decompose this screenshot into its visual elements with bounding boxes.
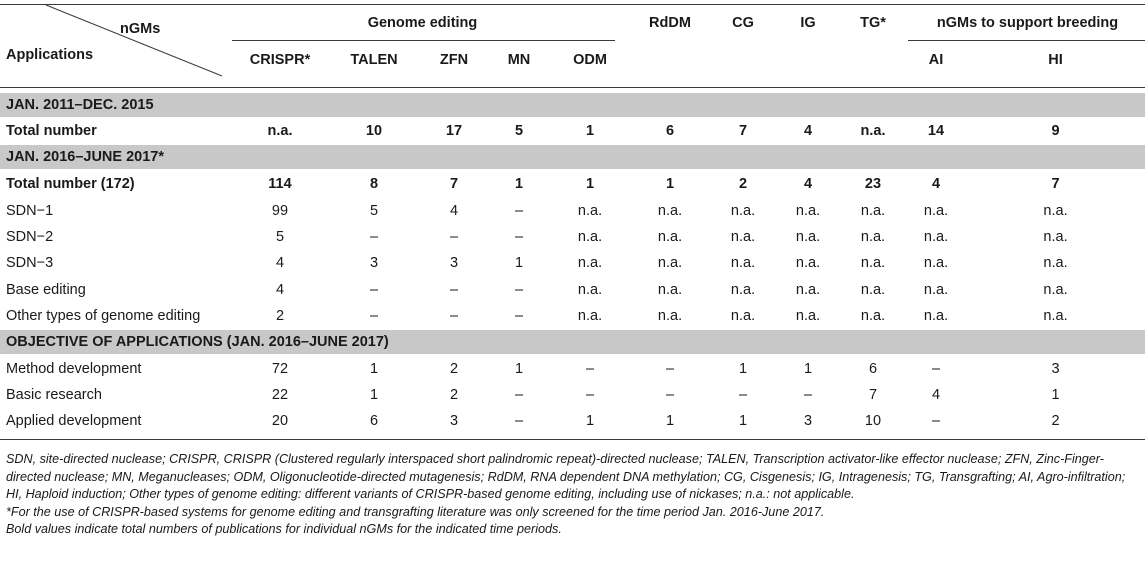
cell-ai: 4	[931, 176, 941, 192]
cell-tg: n.a.	[860, 203, 886, 219]
group-header-genome-editing: Genome editing	[367, 15, 478, 31]
col-header-zfn: ZFN	[439, 52, 469, 68]
cell-ai: n.a.	[923, 255, 949, 271]
cell-cg: 7	[738, 123, 748, 139]
cell-odm: n.a.	[577, 229, 603, 245]
col-header-tg: TG*	[860, 15, 886, 31]
cell-ig: 3	[803, 413, 813, 429]
cell-talen: –	[369, 308, 379, 324]
row-label: Total number	[6, 123, 97, 139]
cell-crispr: 99	[271, 203, 289, 219]
corner-bottom-label: Applications	[6, 47, 94, 63]
cell-cg: n.a.	[730, 282, 756, 298]
cell-cg: 1	[738, 413, 748, 429]
cell-hi: 9	[1051, 123, 1060, 139]
cell-mn: 1	[514, 176, 524, 192]
cell-hi: n.a.	[1043, 203, 1068, 219]
cell-zfn: –	[449, 282, 459, 298]
cell-talen: 3	[369, 255, 379, 271]
col-header-hi: HI	[1048, 52, 1063, 68]
section-title: JAN. 2011–DEC. 2015	[6, 97, 154, 113]
cell-zfn: 2	[449, 387, 459, 403]
cell-odm: n.a.	[577, 308, 603, 324]
cell-odm: 1	[585, 413, 595, 429]
cell-hi: 1	[1051, 387, 1060, 403]
cell-mn: –	[514, 413, 524, 429]
cell-mn: –	[514, 387, 524, 403]
cell-zfn: 7	[449, 176, 459, 192]
cell-crispr: 20	[271, 413, 289, 429]
cell-odm: 1	[585, 123, 595, 139]
cell-ai: –	[931, 361, 941, 377]
group-underline-ngms-breeding	[908, 40, 1145, 41]
cell-talen: –	[369, 229, 379, 245]
row-label: Base editing	[6, 282, 86, 298]
cell-odm: n.a.	[577, 255, 603, 271]
cell-ig: 4	[803, 123, 813, 139]
row-label: Other types of genome editing	[6, 308, 201, 324]
cell-odm: 1	[585, 176, 595, 192]
col-header-rddm: RdDM	[649, 15, 691, 31]
cell-hi: n.a.	[1043, 255, 1068, 271]
cell-rddm: n.a.	[657, 203, 683, 219]
cell-ai: n.a.	[923, 229, 949, 245]
cell-ai: 14	[927, 123, 945, 139]
cell-odm: –	[585, 361, 595, 377]
cell-mn: –	[514, 203, 524, 219]
cell-hi: n.a.	[1043, 282, 1068, 298]
cell-ig: 1	[803, 361, 813, 377]
footnote-asterisk: *For the use of CRISPR-based systems for genome editing and transgrafting literature was only screened for the time period Jan. 2016-June 2017.	[6, 504, 825, 519]
row-label: Method development	[6, 361, 142, 377]
cell-talen: 8	[369, 176, 379, 192]
cell-talen: 10	[365, 123, 383, 139]
cell-cg: –	[738, 387, 748, 403]
col-header-odm: ODM	[573, 52, 607, 68]
cell-crispr: 114	[268, 176, 292, 192]
cell-cg: n.a.	[730, 308, 756, 324]
footnote-abbreviations: SDN, site-directed nuclease; CRISPR, CRISPR (Clustered regularly interspaced short palindromic repeat)-directed nuclease; TALEN, Transcription activator-like effector nuclease; ZFN, Zinc-Finger-directed nuclease; MN, Meganucleases; ODM, Oligonucleotide-directed mutagenesis; RdDM, RNA dependent DNA methylation; CG, Cisgenesis; IG, Intragenesis; TG, Transgrafting; AI, Agro-infiltration; HI, Haploid induction; Other types of genome editing: different variants of CRISPR-based genome editing, including use of nickases; n.a.: not applicable.	[6, 452, 1126, 501]
cell-zfn: 4	[449, 203, 459, 219]
cell-crispr: 2	[275, 308, 285, 324]
corner-diagonal	[0, 0, 230, 80]
row-label: SDN−1	[6, 203, 54, 219]
cell-odm: –	[585, 387, 595, 403]
cell-odm: n.a.	[577, 282, 603, 298]
cell-crispr: n.a.	[267, 123, 293, 139]
cell-crispr: 4	[275, 282, 285, 298]
cell-rddm: 1	[665, 176, 675, 192]
corner-top-label: nGMs	[120, 21, 161, 37]
cell-ig: n.a.	[795, 308, 821, 324]
group-underline-genome-editing	[232, 40, 615, 41]
cell-hi: 7	[1051, 176, 1060, 192]
cell-hi: 2	[1051, 413, 1060, 429]
cell-talen: –	[369, 282, 379, 298]
cell-hi: n.a.	[1043, 229, 1068, 245]
cell-zfn: 3	[449, 255, 459, 271]
cell-talen: 5	[369, 203, 379, 219]
cell-tg: 10	[864, 413, 882, 429]
col-header-mn: MN	[507, 52, 531, 68]
cell-rddm: n.a.	[657, 255, 683, 271]
cell-talen: 1	[369, 361, 379, 377]
cell-ig: n.a.	[795, 255, 821, 271]
cell-cg: 2	[738, 176, 748, 192]
cell-zfn: –	[449, 229, 459, 245]
header-bottom-border	[0, 87, 1145, 88]
cell-ai: n.a.	[923, 282, 949, 298]
cell-crispr: 4	[275, 255, 285, 271]
cell-ig: n.a.	[795, 282, 821, 298]
section-bar-2016-2017	[0, 145, 1145, 169]
cell-talen: 1	[369, 387, 379, 403]
cell-ai: n.a.	[923, 308, 949, 324]
col-header-ai: AI	[928, 52, 944, 68]
cell-ai: –	[931, 413, 941, 429]
cell-rddm: n.a.	[657, 308, 683, 324]
cell-rddm: –	[665, 387, 675, 403]
cell-tg: 6	[868, 361, 878, 377]
cell-ig: n.a.	[795, 203, 821, 219]
cell-crispr: 22	[271, 387, 289, 403]
cell-zfn: 3	[449, 413, 459, 429]
cell-cg: n.a.	[730, 229, 756, 245]
section-bar-2011-2015	[0, 93, 1145, 117]
cell-rddm: 6	[665, 123, 675, 139]
cell-tg: n.a.	[860, 255, 886, 271]
cell-crispr: 5	[275, 229, 285, 245]
cell-zfn: –	[449, 308, 459, 324]
table-bottom-border	[0, 439, 1145, 440]
footnote-bold: Bold values indicate total numbers of publications for individual nGMs for the indicated time periods.	[6, 522, 562, 536]
cell-tg: n.a.	[860, 308, 886, 324]
cell-mn: 1	[514, 255, 524, 271]
cell-ig: n.a.	[795, 229, 821, 245]
section-title: OBJECTIVE OF APPLICATIONS (JAN. 2016–JUNE 2017)	[6, 334, 389, 350]
col-header-crispr: CRISPR*	[249, 52, 311, 68]
cell-ai: n.a.	[923, 203, 949, 219]
cell-rddm: n.a.	[657, 229, 683, 245]
col-header-ig: IG	[800, 15, 816, 31]
table-footnotes	[6, 451, 1141, 539]
cell-tg: 23	[864, 176, 882, 192]
cell-cg: 1	[738, 361, 748, 377]
row-label: Applied development	[6, 413, 142, 429]
cell-mn: –	[514, 308, 524, 324]
cell-tg: n.a.	[860, 282, 886, 298]
row-label: Basic research	[6, 387, 102, 403]
col-header-talen: TALEN	[350, 52, 398, 68]
cell-zfn: 2	[449, 361, 459, 377]
cell-talen: 6	[369, 413, 379, 429]
cell-cg: n.a.	[730, 255, 756, 271]
cell-odm: n.a.	[577, 203, 603, 219]
cell-ig: 4	[803, 176, 813, 192]
col-header-cg: CG	[732, 15, 754, 31]
row-label: Total number (172)	[6, 176, 135, 192]
cell-mn: –	[514, 282, 524, 298]
cell-tg: n.a.	[860, 229, 886, 245]
section-bar-objective	[0, 330, 1145, 354]
cell-mn: 5	[514, 123, 524, 139]
cell-rddm: n.a.	[657, 282, 683, 298]
cell-tg: 7	[868, 387, 878, 403]
cell-mn: –	[514, 229, 524, 245]
cell-rddm: –	[665, 361, 675, 377]
cell-tg: n.a.	[860, 123, 886, 139]
cell-rddm: 1	[665, 413, 675, 429]
cell-hi: n.a.	[1043, 308, 1068, 324]
cell-crispr: 72	[271, 361, 289, 377]
cell-zfn: 17	[445, 123, 463, 139]
group-header-ngms-breeding: nGMs to support breeding	[936, 15, 1119, 31]
cell-ai: 4	[931, 387, 941, 403]
row-label: SDN−3	[6, 255, 54, 271]
cell-mn: 1	[514, 361, 524, 377]
section-title: JAN. 2016–JUNE 2017*	[6, 149, 164, 165]
cell-cg: n.a.	[730, 203, 756, 219]
cell-hi: 3	[1051, 361, 1060, 377]
row-label: SDN−2	[6, 229, 54, 245]
cell-ig: –	[803, 387, 813, 403]
